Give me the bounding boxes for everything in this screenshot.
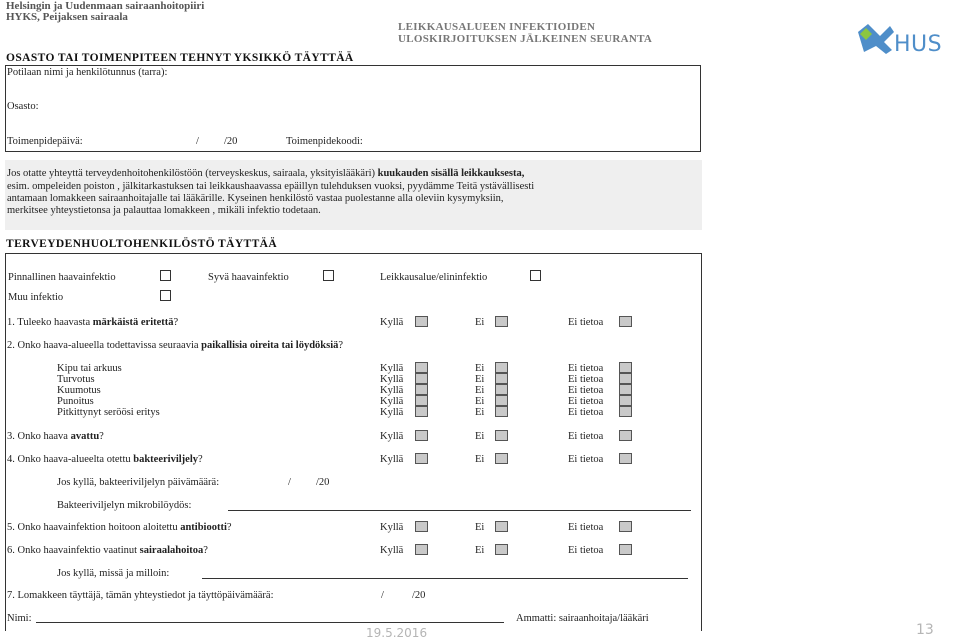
q3-unknown-label: Ei tietoa <box>568 431 604 442</box>
q1-yes-label: Kyllä <box>380 317 404 328</box>
question-4-bold: bakteeriviljely <box>133 454 198 465</box>
symptom-swelling-no-checkbox[interactable] <box>495 373 508 384</box>
symptom-discharge-yes-label: Kyllä <box>380 407 404 418</box>
symptom-discharge-unknown-label: Ei tietoa <box>568 407 604 418</box>
q3-yes-checkbox[interactable] <box>415 430 428 441</box>
instructions-line1 <box>7 168 524 179</box>
survey-title-line2: ULOSKIRJOITUKSEN JÄLKEINEN SEURANTA <box>398 33 653 45</box>
microbe-label: Bakteeriviljelyn mikrobilöydös: <box>57 500 192 511</box>
procedure-date-label: Toimenpidepäivä: <box>7 136 83 147</box>
q3-no-label: Ei <box>475 431 485 442</box>
other-infection-label: Muu infektio <box>8 292 64 303</box>
superficial-infection-checkbox[interactable] <box>160 270 171 281</box>
page-number: 13 <box>916 622 934 638</box>
instructions-line2: esim. ompeleiden poiston , jälkitarkastuksen tai leikkaushaavassa epäillyn tulehduksen vuoksi, pyydämme Teitä ystävällisesti <box>7 181 535 192</box>
question-2-end: ? <box>338 340 344 351</box>
instructions-line3: antamaan lomakkeen sairaanhoitajalle tai lääkärille. Kyseinen henkilöstö vastaa puolestanne alla oleviin kysymyksiin, <box>7 193 504 204</box>
symptom-swelling-yes-checkbox[interactable] <box>415 373 428 384</box>
symptom-heat-unknown-label: Ei tietoa <box>568 385 604 396</box>
symptom-pain: Kipu tai arkuus <box>57 363 122 374</box>
q1-unknown-label: Ei tietoa <box>568 317 604 328</box>
symptom-swelling-no-label: Ei <box>475 374 485 385</box>
question-4-text: 4. Onko haava-alueelta otettu <box>7 454 134 465</box>
procedure-date-year: /20 <box>224 136 238 147</box>
section2-title: TERVEYDENHUOLTOHENKILÖSTÖ TÄYTTÄÄ <box>6 238 278 250</box>
q4-unknown-label: Ei tietoa <box>568 454 604 465</box>
symptom-discharge-no-label: Ei <box>475 407 485 418</box>
q1-no-label: Ei <box>475 317 485 328</box>
question-1 <box>7 317 178 328</box>
question-3-text: 3. Onko haava <box>7 431 71 442</box>
symptom-pain-yes-checkbox[interactable] <box>415 362 428 373</box>
question-5-bold: antibiootti <box>180 522 227 533</box>
question-6-end: ? <box>203 545 208 556</box>
name-input-line[interactable] <box>36 622 504 623</box>
fill-date-year: /20 <box>412 590 426 601</box>
hus-logo-icon <box>856 22 896 56</box>
question-2 <box>7 340 343 351</box>
procedure-code-label: Toimenpidekoodi: <box>286 136 363 147</box>
deep-infection-label: Syvä haavainfektio <box>208 272 289 283</box>
q4-no-label: Ei <box>475 454 485 465</box>
symptom-swelling-unknown-label: Ei tietoa <box>568 374 604 385</box>
symptom-discharge: Pitkittynyt seröösi eritys <box>57 407 160 418</box>
question-7: 7. Lomakkeen täyttäjä, tämän yhteystiedot ja täyttöpäivämäärä: <box>7 590 274 601</box>
symptom-heat-yes-label: Kyllä <box>380 385 404 396</box>
culture-date-label: Jos kyllä, bakteeriviljelyn päivämäärä: <box>57 477 220 488</box>
symptom-discharge-yes-checkbox[interactable] <box>415 406 428 417</box>
symptom-redness-no-label: Ei <box>475 396 485 407</box>
symptom-redness-no-checkbox[interactable] <box>495 395 508 406</box>
q6-no-label: Ei <box>475 545 485 556</box>
question-6 <box>7 545 208 556</box>
symptom-redness-unknown-checkbox[interactable] <box>619 395 632 406</box>
question-1-end: ? <box>173 317 179 328</box>
q4-unknown-checkbox[interactable] <box>619 453 632 464</box>
culture-date-slash: / <box>288 477 291 488</box>
hospital-name: HYKS, Peijaksen sairaala <box>6 11 128 23</box>
survey-title-line1: LEIKKAUSALUEEN INFEKTIOIDEN <box>398 21 596 33</box>
organ-infection-label: Leikkausalue/elininfektio <box>380 272 488 283</box>
symptom-pain-unknown-checkbox[interactable] <box>619 362 632 373</box>
q5-yes-label: Kyllä <box>380 522 404 533</box>
question-5-text: 5. Onko haavainfektion hoitoon aloitettu <box>7 522 181 533</box>
symptom-heat-no-checkbox[interactable] <box>495 384 508 395</box>
patient-label: Potilaan nimi ja henkilötunnus (tarra): <box>7 67 168 78</box>
q1-yes-checkbox[interactable] <box>415 316 428 327</box>
other-infection-checkbox[interactable] <box>160 290 171 301</box>
section1-title: OSASTO TAI TOIMENPITEEN TEHNYT YKSIKKÖ TÄYTTÄÄ <box>6 52 354 64</box>
fill-date-slash: / <box>381 590 384 601</box>
symptom-heat-unknown-checkbox[interactable] <box>619 384 632 395</box>
q4-yes-label: Kyllä <box>380 454 404 465</box>
culture-date-year: /20 <box>316 477 330 488</box>
q6-yes-label: Kyllä <box>380 545 404 556</box>
q1-unknown-checkbox[interactable] <box>619 316 632 327</box>
q5-no-label: Ei <box>475 522 485 533</box>
symptom-swelling-unknown-checkbox[interactable] <box>619 373 632 384</box>
symptom-redness-unknown-label: Ei tietoa <box>568 396 604 407</box>
q6-unknown-checkbox[interactable] <box>619 544 632 555</box>
hus-logo-text: HUS <box>894 32 943 57</box>
symptom-discharge-unknown-checkbox[interactable] <box>619 406 632 417</box>
symptom-heat-no-label: Ei <box>475 385 485 396</box>
question-5 <box>7 522 232 533</box>
name-label: Nimi: <box>7 613 32 624</box>
footer-date: 19.5.2016 <box>366 626 428 640</box>
instructions-line1-bold: kuukauden sisällä leikkauksesta, <box>377 168 525 179</box>
symptom-heat-yes-checkbox[interactable] <box>415 384 428 395</box>
symptom-pain-no-label: Ei <box>475 363 485 374</box>
q3-yes-label: Kyllä <box>380 431 404 442</box>
deep-infection-checkbox[interactable] <box>323 270 334 281</box>
question-6-text: 6. Onko haavainfektio vaatinut <box>7 545 140 556</box>
profession-label: Ammatti: sairaanhoitaja/lääkäri <box>516 613 649 624</box>
hus-logo <box>856 20 960 66</box>
symptom-pain-yes-label: Kyllä <box>380 363 404 374</box>
instructions-line1-text: Jos otatte yhteyttä terveydenhoitohenkilöstöön (terveyskeskus, sairaala, yksityislääkäri) <box>7 168 378 179</box>
q1-no-checkbox[interactable] <box>495 316 508 327</box>
question-3-end: ? <box>99 431 104 442</box>
q4-no-checkbox[interactable] <box>495 453 508 464</box>
question-1-bold: märkäistä eritettä <box>92 317 174 328</box>
symptom-heat: Kuumotus <box>57 385 101 396</box>
symptom-swelling: Turvotus <box>57 374 95 385</box>
question-4-end: ? <box>197 454 203 465</box>
procedure-date-slash: / <box>196 136 199 147</box>
question-6-bold: sairaalahoitoa <box>139 545 204 556</box>
q6-yes-checkbox[interactable] <box>415 544 428 555</box>
q6-unknown-label: Ei tietoa <box>568 545 604 556</box>
q6-no-checkbox[interactable] <box>495 544 508 555</box>
symptom-redness-yes-checkbox[interactable] <box>415 395 428 406</box>
symptom-discharge-no-checkbox[interactable] <box>495 406 508 417</box>
q5-no-checkbox[interactable] <box>495 521 508 532</box>
question-3 <box>7 431 104 442</box>
microbe-input-line[interactable] <box>228 510 691 511</box>
where-when-label: Jos kyllä, missä ja milloin: <box>57 568 170 579</box>
question-3-bold: avattu <box>70 431 100 442</box>
q5-unknown-checkbox[interactable] <box>619 521 632 532</box>
question-4 <box>7 454 203 465</box>
symptom-redness: Punoitus <box>57 396 94 407</box>
organization-name: Helsingin ja Uudenmaan sairaanhoitopiiri <box>6 0 205 12</box>
symptom-pain-no-checkbox[interactable] <box>495 362 508 373</box>
question-2-bold: paikallisia oireita tai löydöksiä <box>201 340 339 351</box>
symptom-swelling-yes-label: Kyllä <box>380 374 404 385</box>
organ-infection-checkbox[interactable] <box>530 270 541 281</box>
q3-unknown-checkbox[interactable] <box>619 430 632 441</box>
instructions-line4: merkitsee yhteystietonsa ja palauttaa lomakkeen , mikäli infektio todetaan. <box>7 205 321 216</box>
question-2-text: 2. Onko haava-alueella todettavissa seuraavia <box>7 340 202 351</box>
symptom-redness-yes-label: Kyllä <box>380 396 404 407</box>
q3-no-checkbox[interactable] <box>495 430 508 441</box>
superficial-infection-label: Pinnallinen haavainfektio <box>8 272 116 283</box>
q5-yes-checkbox[interactable] <box>415 521 428 532</box>
question-1-text: 1. Tuleeko haavasta <box>7 317 93 328</box>
symptom-pain-unknown-label: Ei tietoa <box>568 363 604 374</box>
where-when-input-line[interactable] <box>202 578 688 579</box>
ward-label: Osasto: <box>7 101 39 112</box>
question-5-end: ? <box>226 522 232 533</box>
q5-unknown-label: Ei tietoa <box>568 522 604 533</box>
q4-yes-checkbox[interactable] <box>415 453 428 464</box>
